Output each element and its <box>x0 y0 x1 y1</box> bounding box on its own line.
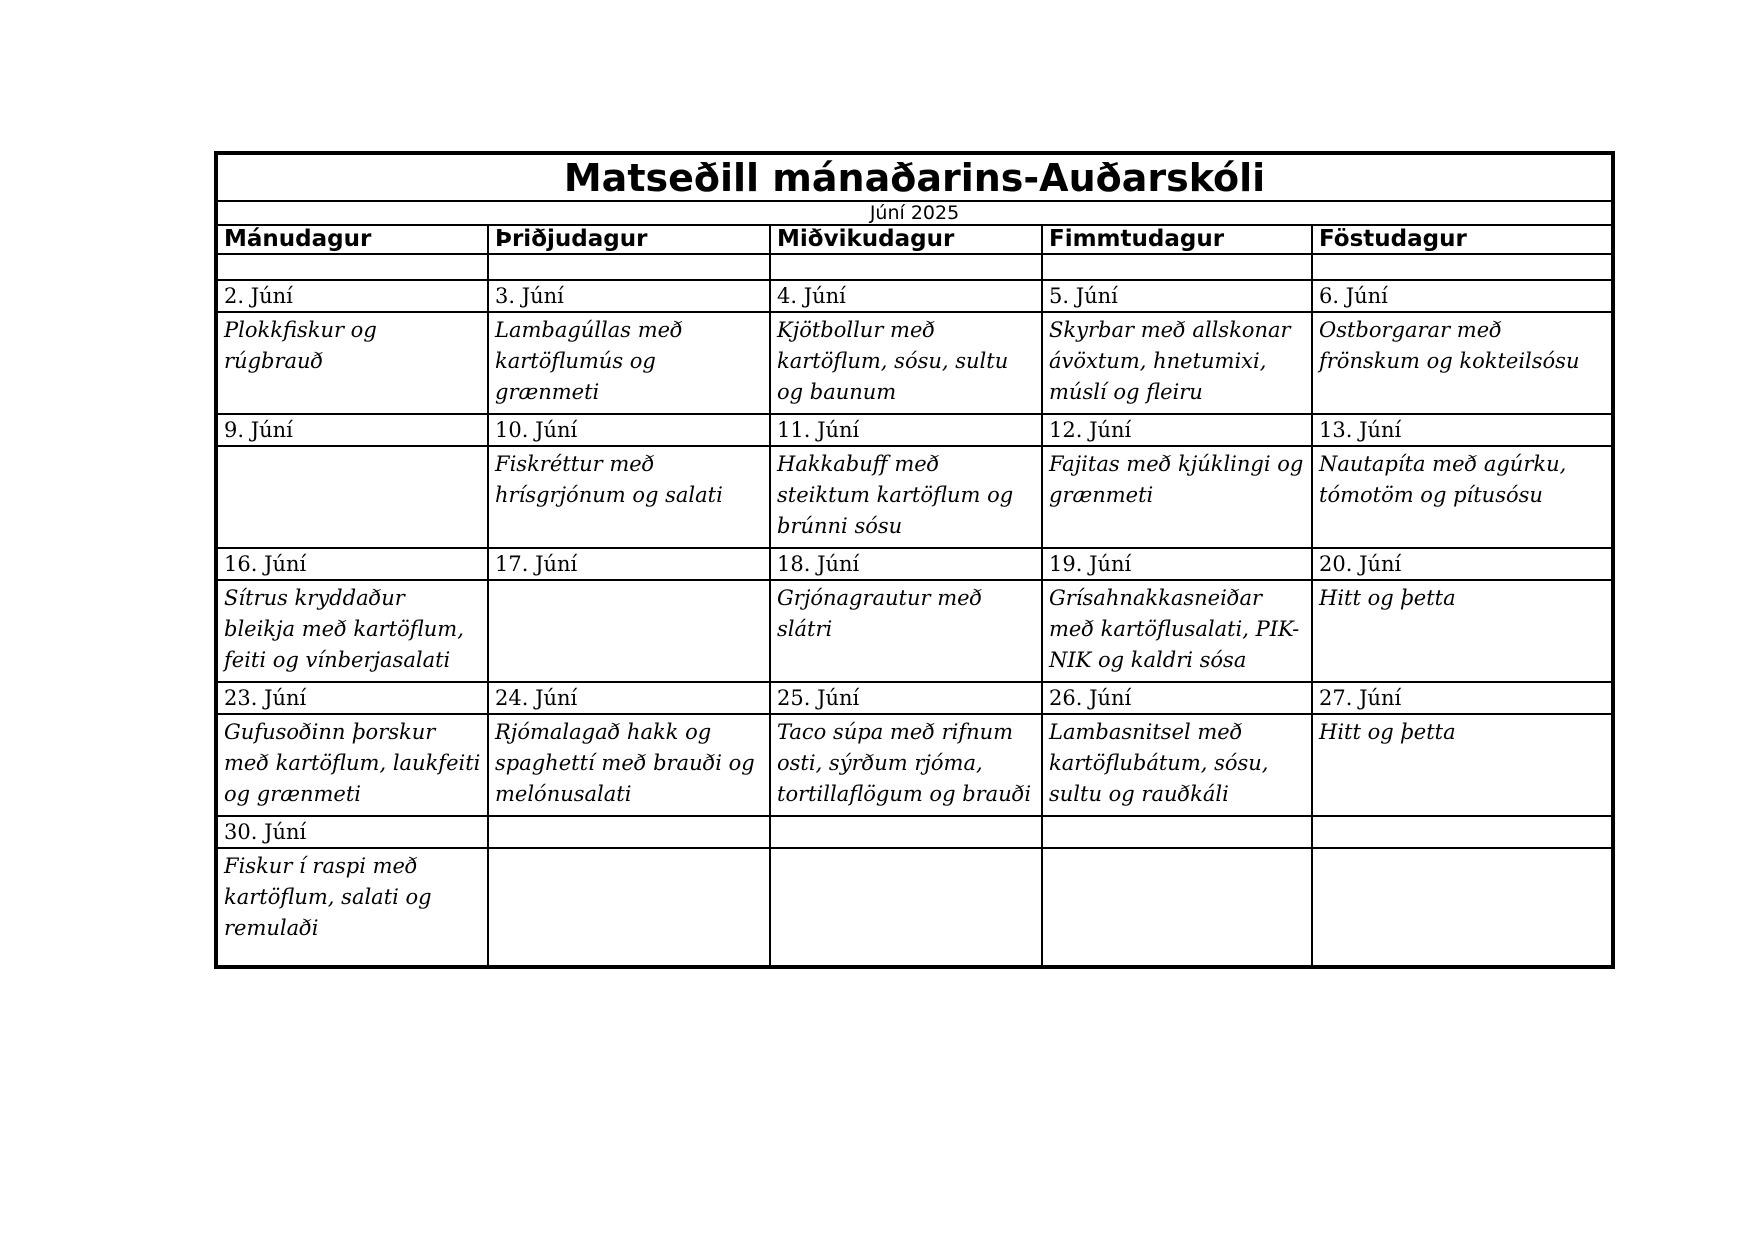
date-row <box>216 816 1613 848</box>
dish-cell <box>770 848 1042 967</box>
dish-cell: Fiskréttur með hrísgrjónum og salati <box>488 446 770 548</box>
date-cell <box>1042 816 1312 848</box>
dish-cell: Hitt og þetta <box>1312 580 1613 682</box>
dish-cell <box>1312 848 1613 967</box>
date-cell: 16. Júní <box>216 548 488 580</box>
spacer-cell <box>1312 254 1613 280</box>
dish-cell: Hakkabuff með steiktum kartöflum og brúnni sósu <box>770 446 1042 548</box>
dish-row <box>216 714 1613 816</box>
title-row <box>216 153 1613 201</box>
date-cell: 19. Júní <box>1042 548 1312 580</box>
date-cell: 12. Júní <box>1042 414 1312 446</box>
date-cell: 24. Júní <box>488 682 770 714</box>
dish-cell: Hitt og þetta <box>1312 714 1613 816</box>
dish-row <box>216 848 1613 967</box>
day-header-tuesday: Þriðjudagur <box>488 225 770 254</box>
spacer-cell <box>770 254 1042 280</box>
subtitle-row <box>216 201 1613 225</box>
dish-cell <box>488 580 770 682</box>
dish-row <box>216 312 1613 414</box>
date-cell: 4. Júní <box>770 280 1042 312</box>
dish-cell: Kjötbollur með kartöflum, sósu, sultu og baunum <box>770 312 1042 414</box>
date-row <box>216 682 1613 714</box>
dish-cell: Fiskur í raspi með kartöflum, salati og remulaði <box>216 848 488 967</box>
dish-cell: Lambasnitsel með kartöflubátum, sósu, sultu og rauðkáli <box>1042 714 1312 816</box>
dish-cell: Sítrus kryddaður bleikja með kartöflum, feiti og vínberjasalati <box>216 580 488 682</box>
day-header-friday: Föstudagur <box>1312 225 1613 254</box>
dish-cell: Lambagúllas með kartöflumús og grænmeti <box>488 312 770 414</box>
dish-cell: Grísahnakkasneiðar með kartöflusalati, PIK-NIK og kaldri sósa <box>1042 580 1312 682</box>
spacer-row <box>216 254 1613 280</box>
date-cell: 25. Júní <box>770 682 1042 714</box>
spacer-cell <box>216 254 488 280</box>
dish-row <box>216 580 1613 682</box>
date-cell: 18. Júní <box>770 548 1042 580</box>
dish-cell: Nautapíta með agúrku, tómotöm og pítusósu <box>1312 446 1613 548</box>
date-cell <box>770 816 1042 848</box>
date-cell: 30. Júní <box>216 816 488 848</box>
dish-cell: Ostborgarar með frönskum og kokteilsósu <box>1312 312 1613 414</box>
dish-cell: Fajitas með kjúklingi og grænmeti <box>1042 446 1312 548</box>
date-cell: 2. Júní <box>216 280 488 312</box>
date-cell: 23. Júní <box>216 682 488 714</box>
day-header-thursday: Fimmtudagur <box>1042 225 1312 254</box>
dish-cell: Grjónagrautur með slátri <box>770 580 1042 682</box>
dish-cell: Skyrbar með allskonar ávöxtum, hnetumixi, múslí og fleiru <box>1042 312 1312 414</box>
date-cell: 9. Júní <box>216 414 488 446</box>
date-cell <box>1312 816 1613 848</box>
date-cell: 20. Júní <box>1312 548 1613 580</box>
dish-cell: Gufusoðinn þorskur með kartöflum, laukfeiti og grænmeti <box>216 714 488 816</box>
day-header-wednesday: Miðvikudagur <box>770 225 1042 254</box>
date-cell: 10. Júní <box>488 414 770 446</box>
menu-title: Matseðill mánaðarins-Auðarskóli <box>216 153 1613 201</box>
dish-cell: Taco súpa með rifnum osti, sýrðum rjóma, tortillaflögum og brauði <box>770 714 1042 816</box>
date-cell: 26. Júní <box>1042 682 1312 714</box>
dish-cell: Rjómalagað hakk og spaghettí með brauði og melónusalati <box>488 714 770 816</box>
day-header-row <box>216 225 1613 254</box>
date-cell: 11. Júní <box>770 414 1042 446</box>
spacer-cell <box>488 254 770 280</box>
date-row <box>216 280 1613 312</box>
date-row <box>216 414 1613 446</box>
date-row <box>216 548 1613 580</box>
menu-table <box>214 151 1615 969</box>
dish-cell <box>488 848 770 967</box>
dish-cell <box>216 446 488 548</box>
dish-cell <box>1042 848 1312 967</box>
date-cell: 3. Júní <box>488 280 770 312</box>
day-header-monday: Mánudagur <box>216 225 488 254</box>
date-cell: 5. Júní <box>1042 280 1312 312</box>
month-subtitle: Júní 2025 <box>216 201 1613 225</box>
date-cell <box>488 816 770 848</box>
date-cell: 6. Júní <box>1312 280 1613 312</box>
date-cell: 27. Júní <box>1312 682 1613 714</box>
date-cell: 13. Júní <box>1312 414 1613 446</box>
spacer-cell <box>1042 254 1312 280</box>
date-cell: 17. Júní <box>488 548 770 580</box>
dish-cell: Plokkfiskur og rúgbrauð <box>216 312 488 414</box>
dish-row <box>216 446 1613 548</box>
